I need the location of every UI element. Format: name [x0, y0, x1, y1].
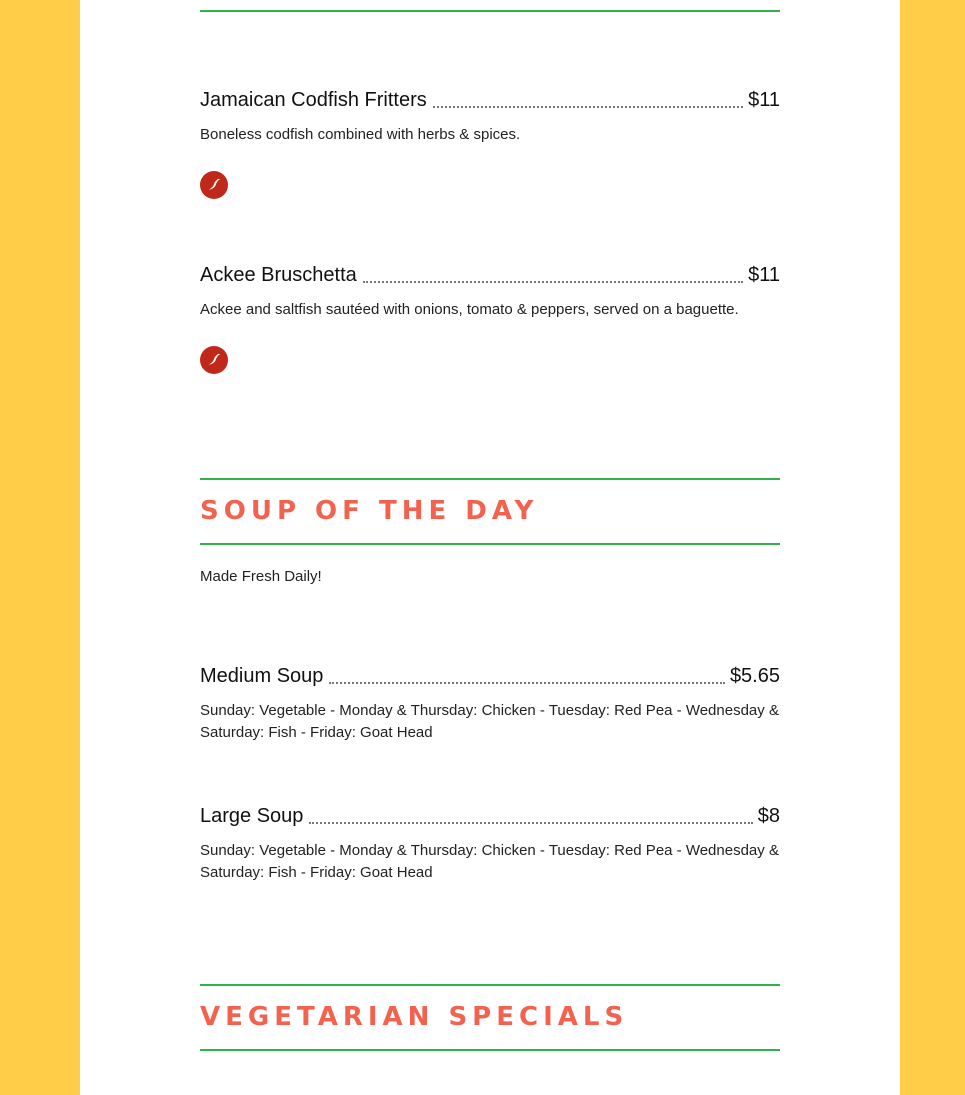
section-title-soup: SOUP OF THE DAY: [200, 496, 539, 526]
menu-item-row: [200, 84, 780, 112]
menu-item-name: Ackee Bruschetta: [200, 264, 357, 286]
section-divider-bottom: [200, 1049, 780, 1051]
chili-pepper-icon: [200, 346, 228, 374]
menu-item-name: Jamaican Codfish Fritters: [200, 89, 427, 111]
menu-item-name: Large Soup: [200, 805, 304, 827]
menu-item-price: $11: [748, 264, 780, 286]
menu-item-price: $11: [748, 89, 780, 111]
section-title-vegetarian: VEGETARIAN SPECIALS: [200, 1002, 629, 1032]
menu-item-description: Boneless codfish combined with herbs & spices.: [200, 126, 521, 143]
menu-item-price: $5.65: [729, 665, 780, 687]
section-divider-top: [200, 478, 780, 480]
chili-pepper-icon: [200, 171, 228, 199]
menu-item-row: [200, 259, 780, 287]
menu-item-price: $8: [757, 805, 780, 827]
dot-leader: [433, 106, 743, 108]
dot-leader: [309, 822, 752, 824]
menu-item-description: Sunday: Vegetable - Monday & Thursday: Chicken - Tuesday: Red Pea - Wednesday & Saturday: Fish - Friday: Goat Head: [200, 702, 779, 741]
menu-item-row: [200, 660, 780, 688]
menu-item-description: Ackee and saltfish sautéed with onions, tomato & peppers, served on a baguette.: [200, 301, 739, 318]
dot-leader: [363, 281, 743, 283]
menu-page: [80, 0, 900, 1095]
menu-item-description: Sunday: Vegetable - Monday & Thursday: Chicken - Tuesday: Red Pea - Wednesday & Saturday: Fish - Friday: Goat Head: [200, 842, 779, 881]
section-divider-top: [200, 984, 780, 986]
menu-item-row: [200, 800, 780, 828]
section-divider: [200, 10, 780, 12]
menu-item-name: Medium Soup: [200, 665, 324, 687]
section-divider-bottom: [200, 543, 780, 545]
dot-leader: [329, 682, 725, 684]
section-note: Made Fresh Daily!: [200, 568, 322, 585]
